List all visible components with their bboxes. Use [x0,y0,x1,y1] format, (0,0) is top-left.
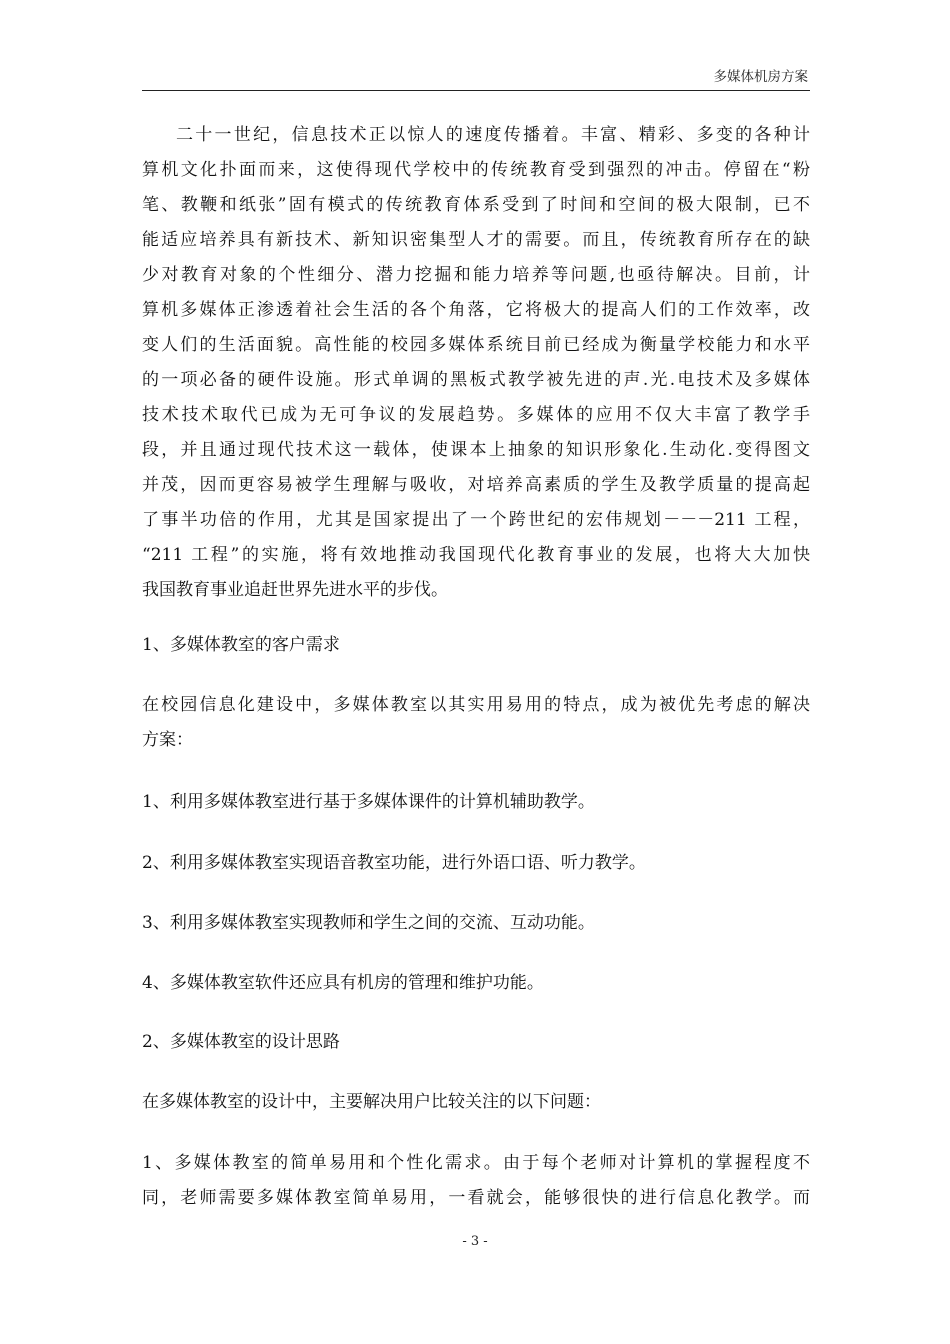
section-1-heading: 1、多媒体教室的客户需求 [142,635,340,655]
section-2-heading: 2、多媒体教室的设计思路 [142,1032,340,1052]
page-number: - 3 - [462,1234,488,1249]
section-1-item: 3、利用多媒体教室实现教师和学生之间的交流、互动功能。 [142,913,595,933]
intro-line: 少对教育对象的个性细分、潜力挖掘和能力培养等问题,也亟待解决。目前，计 [142,265,810,285]
section-1-item: 1、利用多媒体教室进行基于多媒体课件的计算机辅助教学。 [142,792,595,812]
intro-line: 变人们的生活面貌。高性能的校园多媒体系统目前已经成为衡量学校能力和水平 [142,335,810,355]
intro-line: 技术技术取代已成为无可争议的发展趋势。多媒体的应用不仅大丰富了教学手 [142,405,810,425]
intro-line: 的一项必备的硬件设施。形式单调的黑板式教学被先进的声.光.电技术及多媒体 [142,370,810,390]
section-2-item-line: 1、多媒体教室的简单易用和个性化需求。由于每个老师对计算机的掌握程度不 [142,1153,810,1173]
intro-line: 二十一世纪，信息技术正以惊人的速度传播着。丰富、精彩、多变的各种计 [176,125,810,145]
section-1-intro-line: 方案： [142,730,193,750]
header-title: 多媒体机房方案 [713,69,808,85]
intro-line: 了事半功倍的作用，尤其是国家提出了一个跨世纪的宏伟规划－－－211 工程， [142,510,810,530]
intro-line: 并茂，因而更容易被学生理解与吸收，对培养高素质的学生及教学质量的提高起 [142,475,810,495]
page-header [142,64,810,91]
section-2-intro: 在多媒体教室的设计中，主要解决用户比较关注的以下问题： [142,1092,601,1112]
section-1-item: 2、利用多媒体教室实现语音教室功能，进行外语口语、听力教学。 [142,853,646,873]
intro-line: 笔、教鞭和纸张”固有模式的传统教育体系受到了时间和空间的极大限制，已不 [142,195,810,215]
section-2-item-line: 同，老师需要多媒体教室简单易用，一看就会，能够很快的进行信息化教学。而 [142,1188,810,1208]
intro-line: 段，并且通过现代技术这一载体，使课本上抽象的知识形象化.生动化.变得图文 [142,440,810,460]
intro-line: 我国教育事业追赶世界先进水平的步伐。 [142,580,448,600]
intro-line: 能适应培养具有新技术、新知识密集型人才的需要。而且，传统教育所存在的缺 [142,230,810,250]
intro-line: 算机文化扑面而来，这使得现代学校中的传统教育受到强烈的冲击。停留在“粉 [142,160,810,180]
intro-line: 算机多媒体正渗透着社会生活的各个角落，它将极大的提高人们的工作效率，改 [142,300,810,320]
section-1-item: 4、多媒体教室软件还应具有机房的管理和维护功能。 [142,973,544,993]
section-1-intro-line: 在校园信息化建设中，多媒体教室以其实用易用的特点，成为被优先考虑的解决 [142,695,810,715]
intro-line: “211 工程”的实施，将有效地推动我国现代化教育事业的发展，也将大大加快 [142,545,810,565]
